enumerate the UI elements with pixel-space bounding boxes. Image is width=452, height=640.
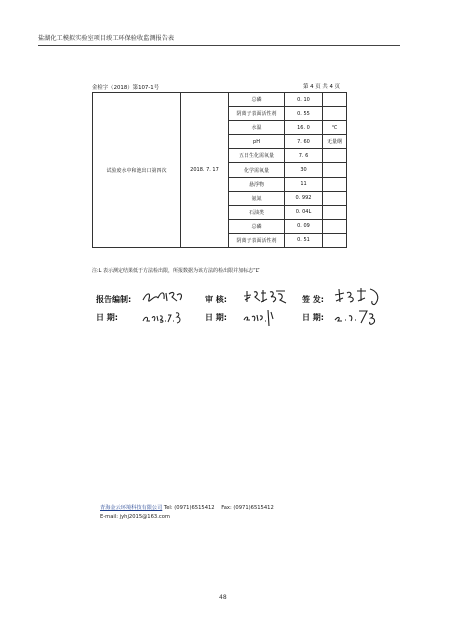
document-number: 金检字（2018）第107-1号 [92,85,160,91]
issuer-label: 签 发: [302,295,324,304]
value-cell: 0. 10 [285,93,323,107]
value-cell: 0. 04L [285,205,323,219]
header-rule [38,45,400,46]
item-cell: 石油类 [229,205,285,219]
value-cell: 0. 55 [285,107,323,121]
reviewer-signature [242,288,288,306]
item-cell: 阴离子表面活性剂 [229,233,285,247]
fax-number: (0971)6515412 [233,505,274,511]
review-date-signature [242,306,278,328]
prepared-date-label: 日 期: [96,313,118,322]
issue-date-label: 日 期: [302,313,324,322]
email-label: E-mail: [100,514,119,520]
value-cell: 0. 992 [285,191,323,205]
unit-cell [323,163,347,177]
unit-cell [323,93,347,107]
fax-label: Fax: [221,505,232,511]
table-note: 注:L 表示测定结果低于方法检出限，所报数据为该方法的检出限并加标志“L” [92,268,260,274]
email-address: jyhj2015@163.com [119,514,170,520]
prepared-by-label: 报告编制: [96,295,132,304]
item-cell: pH [229,135,285,149]
item-cell: 总磷 [229,219,285,233]
item-cell: 总磷 [229,93,285,107]
unit-cell [323,177,347,191]
value-cell: 0. 51 [285,233,323,247]
item-cell: 五日生化需氧量 [229,149,285,163]
unit-cell [323,191,347,205]
unit-cell [323,233,347,247]
footer-contact-line [100,504,274,511]
page-number: 48 [219,594,227,601]
sampling-point-cell: 试验废水中和池出口第四次 [93,93,181,248]
table-row [93,93,347,107]
tel-number: (0971)6515412 [174,505,215,511]
unit-cell [323,205,347,219]
item-cell: 氨氮 [229,191,285,205]
reviewer-label: 审 核: [205,295,227,304]
issue-date-signature [333,306,381,328]
item-cell: 化学需氧量 [229,163,285,177]
unit-cell [323,149,347,163]
unit-cell: 无量纲 [323,135,347,149]
value-cell: 7. 60 [285,135,323,149]
item-cell: 水温 [229,121,285,135]
prepared-date-signature [141,307,183,325]
running-header: 盐湖化工模拟实验室项目竣工环保验收监测报告表 [38,35,175,42]
value-cell: 0. 09 [285,219,323,233]
tel-label: Tel: [163,505,173,511]
unit-cell [323,107,347,121]
item-cell: 悬浮物 [229,177,285,191]
unit-cell [323,219,347,233]
sampling-date-cell: 2018. 7. 17 [181,93,229,248]
value-cell: 11 [285,177,323,191]
unit-cell: ℃ [323,121,347,135]
value-cell: 7. 6 [285,149,323,163]
value-cell: 30 [285,163,323,177]
company-name: 青海金云环境科技有限公司 [100,505,163,511]
review-date-label: 日 期: [205,313,227,322]
prepared-by-signature [141,289,185,305]
value-cell: 16. 0 [285,121,323,135]
page-count: 第 4 页 共 4 页 [303,84,340,90]
item-cell: 阴离子表面活性剂 [229,107,285,121]
footer-email-line [100,514,170,520]
monitoring-results-table [92,92,347,248]
